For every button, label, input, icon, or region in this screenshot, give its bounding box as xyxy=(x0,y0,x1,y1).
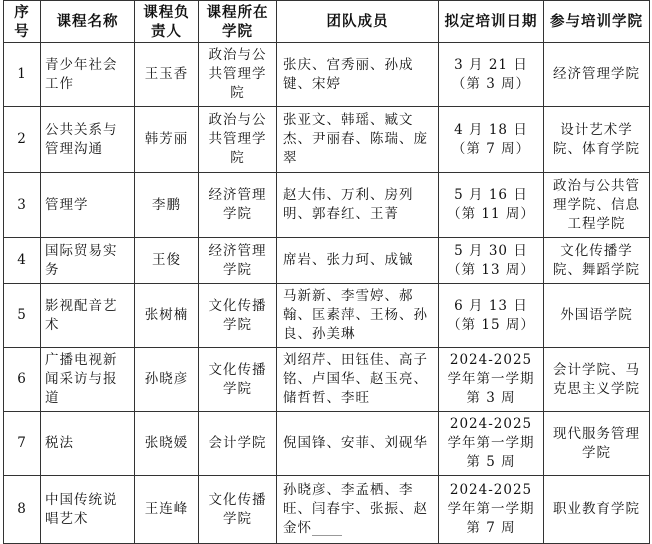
table-row xyxy=(4,284,650,348)
header-course: 课程名称 xyxy=(41,1,135,43)
cell-college: 文化传播学院 xyxy=(199,348,277,412)
header-college: 课程所在学院 xyxy=(199,1,277,43)
cell-seq: 4 xyxy=(4,238,41,284)
cell-course: 公共关系与管理沟通 xyxy=(41,107,135,173)
header-participants: 参与培训学院 xyxy=(544,1,650,43)
cell-participants: 经济管理学院 xyxy=(544,43,650,107)
cell-participants: 设计艺术学院、体育学院 xyxy=(544,107,650,173)
cell-college: 政治与公共管理学院 xyxy=(199,43,277,107)
cell-seq: 3 xyxy=(4,173,41,238)
table-row xyxy=(4,107,650,173)
cell-participants: 外国语学院 xyxy=(544,284,650,348)
cell-schedule: 2024-2025 学年第一学期第 3 周 xyxy=(439,348,544,412)
cell-college: 文化传播学院 xyxy=(199,284,277,348)
cell-seq: 6 xyxy=(4,348,41,412)
cell-course: 管理学 xyxy=(41,173,135,238)
cell-schedule: 3 月 21 日（第 3 周） xyxy=(439,43,544,107)
cell-college: 会计学院 xyxy=(199,412,277,476)
header-owner: 课程负责人 xyxy=(135,1,199,43)
cell-owner: 李鹏 xyxy=(135,173,199,238)
cell-team: 马新新、李雪婷、郝翰、匡素萍、王杨、孙良、孙美琳 xyxy=(277,284,439,348)
cell-team: 赵大伟、万利、房列明、郭春红、王菁 xyxy=(277,173,439,238)
cell-course: 广播电视新闻采访与报道 xyxy=(41,348,135,412)
cell-owner: 韩芳丽 xyxy=(135,107,199,173)
cell-team: 席岩、张力珂、成铖 xyxy=(277,238,439,284)
cell-college: 政治与公共管理学院 xyxy=(199,107,277,173)
cell-team: 刘绍芹、田钰佳、高子铭、卢国华、赵玉亮、储哲哲、李旺 xyxy=(277,348,439,412)
cell-schedule: 2024-2025 学年第一学期第 7 周 xyxy=(439,476,544,544)
cell-owner: 王俊 xyxy=(135,238,199,284)
cell-course: 中国传统说唱艺术 xyxy=(41,476,135,544)
cell-course: 影视配音艺术 xyxy=(41,284,135,348)
table-row xyxy=(4,412,650,476)
header-team: 团队成员 xyxy=(277,1,439,43)
cell-course: 税法 xyxy=(41,412,135,476)
cell-team: 张庆、宫秀丽、孙成键、宋婷 xyxy=(277,43,439,107)
header-schedule: 拟定培训日期 xyxy=(439,1,544,43)
cell-team: 孙晓彦、李孟栖、李旺、闫春宇、张振、赵金怀 xyxy=(277,476,439,544)
cell-owner: 张树楠 xyxy=(135,284,199,348)
cell-seq: 8 xyxy=(4,476,41,544)
cell-owner: 王玉香 xyxy=(135,43,199,107)
cell-college: 文化传播学院 xyxy=(199,476,277,544)
cell-owner: 王连峰 xyxy=(135,476,199,544)
cell-owner: 孙晓彦 xyxy=(135,348,199,412)
cell-seq: 7 xyxy=(4,412,41,476)
cell-schedule: 2024-2025 学年第一学期第 5 周 xyxy=(439,412,544,476)
cell-team: 张亚文、韩瑶、臧文杰、尹丽春、陈瑞、庞翠 xyxy=(277,107,439,173)
table-row xyxy=(4,173,650,238)
table-row xyxy=(4,43,650,107)
cell-schedule: 5 月 16 日（第 11 周） xyxy=(439,173,544,238)
course-training-table xyxy=(3,0,650,544)
cell-team: 倪国锋、安菲、刘砚华 xyxy=(277,412,439,476)
cell-college: 经济管理学院 xyxy=(199,173,277,238)
cell-seq: 5 xyxy=(4,284,41,348)
cell-participants: 会计学院、马克思主义学院 xyxy=(544,348,650,412)
table-row xyxy=(4,348,650,412)
table-row xyxy=(4,238,650,284)
cell-participants: 现代服务管理学院 xyxy=(544,412,650,476)
cell-participants: 职业教育学院 xyxy=(544,476,650,544)
cell-schedule: 4 月 18 日（第 7 周） xyxy=(439,107,544,173)
cell-participants: 政治与公共管理学院、信息工程学院 xyxy=(544,173,650,238)
cell-schedule: 5 月 30 日（第 13 周） xyxy=(439,238,544,284)
cell-seq: 1 xyxy=(4,43,41,107)
header-seq: 序号 xyxy=(4,1,41,43)
cell-college: 经济管理学院 xyxy=(199,238,277,284)
cell-seq: 2 xyxy=(4,107,41,173)
cell-owner: 张晓媛 xyxy=(135,412,199,476)
table-row xyxy=(4,476,650,544)
cell-schedule: 6 月 13 日（第 15 周） xyxy=(439,284,544,348)
cell-participants: 文化传播学院、舞蹈学院 xyxy=(544,238,650,284)
cell-course: 青少年社会工作 xyxy=(41,43,135,107)
cell-course: 国际贸易实务 xyxy=(41,238,135,284)
header-row xyxy=(4,1,650,43)
